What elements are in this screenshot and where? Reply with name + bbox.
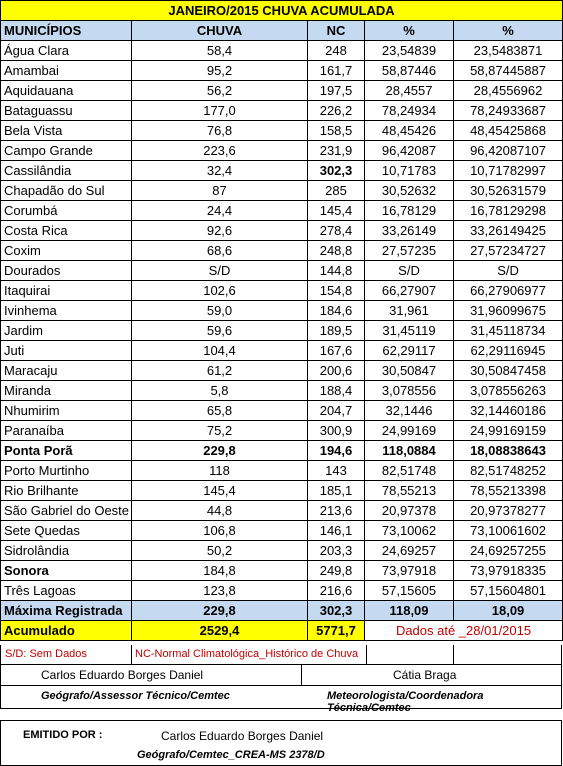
percent-2-cell: 28,4556962 [454, 81, 563, 101]
percent-1-cell: 118,0884 [365, 441, 454, 461]
nc-cell: 146,1 [308, 521, 365, 541]
chuva-cell: 177,0 [132, 101, 308, 121]
municipio-cell: Juti [1, 341, 132, 361]
nc-cell: 231,9 [308, 141, 365, 161]
percent-1-cell: 73,10062 [365, 521, 454, 541]
municipio-cell: Amambai [1, 61, 132, 81]
max-row [1, 601, 563, 621]
table-row [1, 381, 563, 401]
legend-row [0, 645, 562, 665]
percent-2-cell: 66,27906977 [454, 281, 563, 301]
chuva-cell: 229,8 [132, 441, 308, 461]
chuva-cell: S/D [132, 261, 308, 281]
table-row [1, 181, 563, 201]
header-chuva: CHUVA [132, 21, 308, 41]
acc-chuva: 2529,4 [132, 621, 308, 641]
percent-2-cell: 58,87445887 [454, 61, 563, 81]
percent-2-cell: 73,97918335 [454, 561, 563, 581]
municipio-cell: Sidrolândia [1, 541, 132, 561]
chuva-cell: 145,4 [132, 481, 308, 501]
percent-2-cell: 48,45425868 [454, 121, 563, 141]
chuva-cell: 50,2 [132, 541, 308, 561]
municipio-cell: Coxim [1, 241, 132, 261]
table-row [1, 241, 563, 261]
max-chuva: 229,8 [132, 601, 308, 621]
nc-cell: 194,6 [308, 441, 365, 461]
table-row [1, 141, 563, 161]
percent-1-cell: 66,27907 [365, 281, 454, 301]
chuva-cell: 102,6 [132, 281, 308, 301]
percent-1-cell: 33,26149 [365, 221, 454, 241]
percent-1-cell: 16,78129 [365, 201, 454, 221]
municipio-cell: Maracaju [1, 361, 132, 381]
acc-date-note: Dados até _28/01/2015 [365, 621, 563, 641]
percent-1-cell: 78,55213 [365, 481, 454, 501]
municipio-cell: Rio Brilhante [1, 481, 132, 501]
emitted-label: EMITIDO POR : [23, 729, 103, 741]
nc-cell: 145,4 [308, 201, 365, 221]
percent-2-cell: 32,14460186 [454, 401, 563, 421]
municipio-cell: Costa Rica [1, 221, 132, 241]
percent-2-cell: 23,5483871 [454, 41, 563, 61]
percent-1-cell: 23,54839 [365, 41, 454, 61]
percent-1-cell: 28,4557 [365, 81, 454, 101]
municipio-cell: Ivinhema [1, 301, 132, 321]
nc-cell: 185,1 [308, 481, 365, 501]
percent-1-cell: 48,45426 [365, 121, 454, 141]
chuva-cell: 76,8 [132, 121, 308, 141]
table-row [1, 441, 563, 461]
nc-cell: 248,8 [308, 241, 365, 261]
percent-1-cell: 30,52632 [365, 181, 454, 201]
nc-cell: 216,6 [308, 581, 365, 601]
chuva-cell: 32,4 [132, 161, 308, 181]
nc-cell: 278,4 [308, 221, 365, 241]
chuva-cell: 56,2 [132, 81, 308, 101]
percent-2-cell: 33,26149425 [454, 221, 563, 241]
percent-1-cell: 62,29117 [365, 341, 454, 361]
table-row [1, 581, 563, 601]
legend-sd: S/D: Sem Dados [5, 648, 87, 660]
percent-2-cell: 96,42087107 [454, 141, 563, 161]
municipio-cell: Sete Quedas [1, 521, 132, 541]
percent-2-cell: 31,96099675 [454, 301, 563, 321]
percent-2-cell: 82,51748252 [454, 461, 563, 481]
municipio-cell: Itaquirai [1, 281, 132, 301]
table-row [1, 361, 563, 381]
chuva-cell: 118 [132, 461, 308, 481]
nc-cell: 197,5 [308, 81, 365, 101]
percent-2-cell: 20,97378277 [454, 501, 563, 521]
table-row [1, 201, 563, 221]
chuva-cell: 123,8 [132, 581, 308, 601]
percent-1-cell: 73,97918 [365, 561, 454, 581]
percent-1-cell: 27,57235 [365, 241, 454, 261]
nc-cell: 144,8 [308, 261, 365, 281]
chuva-cell: 223,6 [132, 141, 308, 161]
signature-right-name: Cátia Braga [393, 668, 457, 682]
nc-cell: 213,6 [308, 501, 365, 521]
percent-2-cell: 24,69257255 [454, 541, 563, 561]
municipio-cell: Água Clara [1, 41, 132, 61]
table-row [1, 81, 563, 101]
nc-cell: 226,2 [308, 101, 365, 121]
table-row [1, 521, 563, 541]
nc-cell: 204,7 [308, 401, 365, 421]
percent-2-cell: 10,71782997 [454, 161, 563, 181]
percent-1-cell: 24,99169 [365, 421, 454, 441]
accumulated-row [1, 621, 563, 641]
signature-right-role: Meteorologista/Coordenadora Técnica/Cemtec [327, 690, 484, 714]
chuva-cell: 65,8 [132, 401, 308, 421]
percent-1-cell: 96,42087 [365, 141, 454, 161]
municipio-cell: Aquidauana [1, 81, 132, 101]
header-municipios: MUNICÍPIOS [1, 21, 132, 41]
nc-cell: 302,3 [308, 161, 365, 181]
nc-cell: 200,6 [308, 361, 365, 381]
signature-roles-row [0, 685, 562, 714]
chuva-cell: 95,2 [132, 61, 308, 81]
nc-cell: 300,9 [308, 421, 365, 441]
percent-1-cell: 58,87446 [365, 61, 454, 81]
municipio-cell: Porto Murtinho [1, 461, 132, 481]
signature-left-role: Geógrafo/Assessor Técnico/Cemtec [41, 690, 230, 702]
municipio-cell: Sonora [1, 561, 132, 581]
municipio-cell: Ponta Porã [1, 441, 132, 461]
table-row [1, 41, 563, 61]
chuva-cell: 106,8 [132, 521, 308, 541]
municipio-cell: Paranaíba [1, 421, 132, 441]
percent-2-cell: 73,10061602 [454, 521, 563, 541]
nc-cell: 188,4 [308, 381, 365, 401]
table-row [1, 541, 563, 561]
nc-cell: 167,6 [308, 341, 365, 361]
municipio-cell: Campo Grande [1, 141, 132, 161]
percent-2-cell: 31,45118734 [454, 321, 563, 341]
chuva-cell: 68,6 [132, 241, 308, 261]
table-row [1, 421, 563, 441]
nc-cell: 161,7 [308, 61, 365, 81]
municipio-cell: Bela Vista [1, 121, 132, 141]
nc-cell: 189,5 [308, 321, 365, 341]
percent-1-cell: 20,97378 [365, 501, 454, 521]
nc-cell: 154,8 [308, 281, 365, 301]
municipio-cell: Três Lagoas [1, 581, 132, 601]
municipio-cell: Miranda [1, 381, 132, 401]
header-nc: NC [308, 21, 365, 41]
emitted-name: Carlos Eduardo Borges Daniel [161, 729, 324, 743]
percent-1-cell: 31,45119 [365, 321, 454, 341]
table-title: JANEIRO/2015 CHUVA ACUMULADA [1, 1, 563, 21]
chuva-cell: 184,8 [132, 561, 308, 581]
chuva-cell: 24,4 [132, 201, 308, 221]
header-percent-1: % [365, 21, 454, 41]
municipio-cell: Corumbá [1, 201, 132, 221]
header-row [1, 21, 563, 41]
chuva-cell: 61,2 [132, 361, 308, 381]
percent-2-cell: 27,57234727 [454, 241, 563, 261]
acc-nc: 5771,7 [308, 621, 365, 641]
table-row [1, 281, 563, 301]
legend-nc: NC-Normal Climatológica_Histórico de Chuva [135, 648, 359, 660]
percent-1-cell: 57,15605 [365, 581, 454, 601]
percent-1-cell: 78,24934 [365, 101, 454, 121]
nc-cell: 248 [308, 41, 365, 61]
percent-1-cell: 32,1446 [365, 401, 454, 421]
chuva-cell: 104,4 [132, 341, 308, 361]
table-row [1, 461, 563, 481]
chuva-cell: 58,4 [132, 41, 308, 61]
percent-2-cell: 24,99169159 [454, 421, 563, 441]
nc-cell: 143 [308, 461, 365, 481]
table-row [1, 501, 563, 521]
max-label: Máxima Registrada [1, 601, 132, 621]
table-row [1, 401, 563, 421]
municipio-cell: São Gabriel do Oeste [1, 501, 132, 521]
max-nc: 302,3 [308, 601, 365, 621]
signature-names-row [0, 664, 562, 686]
percent-1-cell: 30,50847 [365, 361, 454, 381]
table-row [1, 101, 563, 121]
percent-2-cell: 62,29116945 [454, 341, 563, 361]
acc-label: Acumulado [1, 621, 132, 641]
emitted-by-block [0, 720, 562, 766]
percent-2-cell: 3,078556263 [454, 381, 563, 401]
percent-1-cell: 24,69257 [365, 541, 454, 561]
nc-cell: 249,8 [308, 561, 365, 581]
title-row [1, 1, 563, 21]
chuva-cell: 75,2 [132, 421, 308, 441]
percent-2-cell: 30,52631579 [454, 181, 563, 201]
table-row [1, 221, 563, 241]
chuva-cell: 59,6 [132, 321, 308, 341]
nc-cell: 203,3 [308, 541, 365, 561]
chuva-cell: 92,6 [132, 221, 308, 241]
table-row [1, 301, 563, 321]
percent-2-cell: 18,08838643 [454, 441, 563, 461]
municipio-cell: Cassilândia [1, 161, 132, 181]
percent-1-cell: S/D [365, 261, 454, 281]
max-percent-1: 118,09 [365, 601, 454, 621]
municipio-cell: Bataguassu [1, 101, 132, 121]
max-percent-2: 18,09 [454, 601, 563, 621]
percent-2-cell: 16,78129298 [454, 201, 563, 221]
percent-2-cell: 30,50847458 [454, 361, 563, 381]
municipio-cell: Nhumirim [1, 401, 132, 421]
chuva-cell: 59,0 [132, 301, 308, 321]
nc-cell: 184,6 [308, 301, 365, 321]
percent-1-cell: 31,961 [365, 301, 454, 321]
municipio-cell: Dourados [1, 261, 132, 281]
table-row [1, 481, 563, 501]
table-row [1, 61, 563, 81]
percent-2-cell: 78,55213398 [454, 481, 563, 501]
chuva-cell: 87 [132, 181, 308, 201]
percent-2-cell: S/D [454, 261, 563, 281]
percent-1-cell: 10,71783 [365, 161, 454, 181]
municipio-cell: Jardim [1, 321, 132, 341]
chuva-cell: 5,8 [132, 381, 308, 401]
chuva-cell: 44,8 [132, 501, 308, 521]
table-row [1, 561, 563, 581]
table-row [1, 121, 563, 141]
nc-cell: 158,5 [308, 121, 365, 141]
table-row [1, 321, 563, 341]
percent-1-cell: 82,51748 [365, 461, 454, 481]
nc-cell: 285 [308, 181, 365, 201]
header-percent-2: % [454, 21, 563, 41]
emitted-role: Geógrafo/Cemtec_CREA-MS 2378/D [137, 749, 325, 761]
table-row [1, 161, 563, 181]
table-row [1, 261, 563, 281]
percent-1-cell: 3,078556 [365, 381, 454, 401]
percent-2-cell: 57,15604801 [454, 581, 563, 601]
percent-2-cell: 78,24933687 [454, 101, 563, 121]
municipio-cell: Chapadão do Sul [1, 181, 132, 201]
table-row [1, 341, 563, 361]
signature-left-name: Carlos Eduardo Borges Daniel [41, 668, 204, 682]
